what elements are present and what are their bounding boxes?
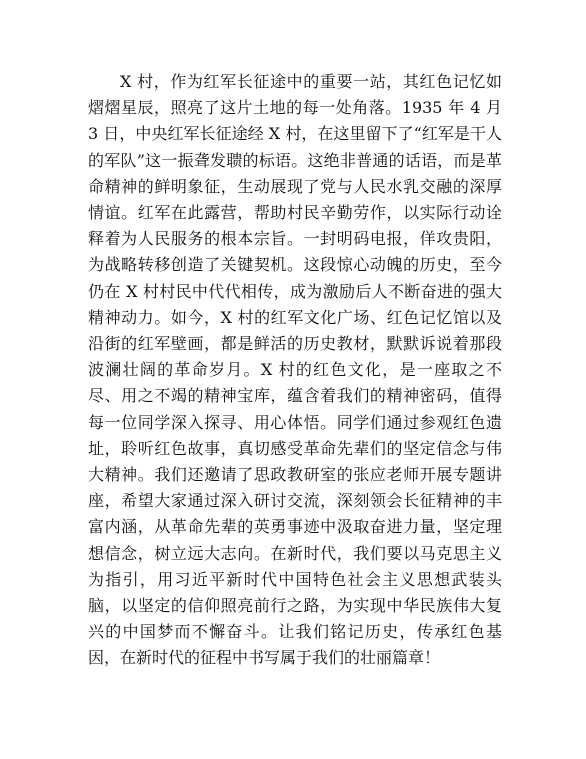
body-paragraph: X 村，作为红军长征途中的重要一站，其红色记忆如熠熠星辰，照亮了这片土地的每一处角落。1935 年 4 月 3 日，中央红军长征途经 X 村，在这里留下了“红军是干人的军队”这一振聋发聩的标语。这绝非普通的话语，而是革命精神的鲜明象征，生动展现了党与人民水乳交融的深厚情谊。红军在此露营，帮助村民辛勤劳作，以实际行动诠释着为人民服务的根本宗旨。一封明码电报，佯攻贵阳，为战略转移创造了关键契机。这段惊心动魄的历史，至今仍在 X 村村民中代代相传，成为激励后人不断奋进的强大精神动力。如今，X 村的红军文化广场、红色记忆馆以及沿街的红军壁画，都是鲜活的历史教材，默默诉说着那段波澜壮阔的革命岁月。X 村的红色文化，是一座取之不尽、用之不竭的精神宝库，蕴含着我们的精神密码，值得每一位同学深入探寻、用心体悟。同学们通过参观红色遗址，聆听红色故事，真切感受革命先辈们的坚定信念与伟大精神。我们还邀请了思政教研室的张应老师开展专题讲座，希望大家通过深入研讨交流，深刻领会长征精神的丰富内涵，从革命先辈的英勇事迹中汲取奋进力量，坚定理想信念，树立远大志向。在新时代，我们要以马克思主义为指引，用习近平新时代中国特色社会主义思想武装头脑，以坚定的信仰照亮前行之路，为实现中华民族伟大复兴的中国梦而不懈奋斗。让我们铭记历史，传承红色基因，在新时代的征程中书写属于我们的壮丽篇章！ [88,72,502,668]
